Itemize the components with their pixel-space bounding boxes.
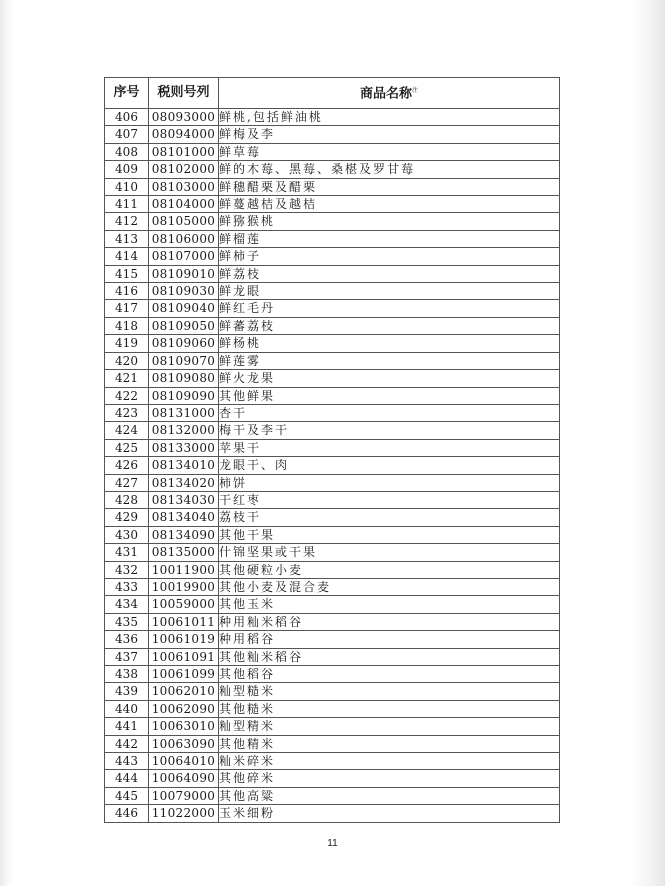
table-row <box>105 718 560 735</box>
product-name-cell: 苹果干 <box>219 439 560 456</box>
tariff-code-cell: 10061091 <box>149 648 219 665</box>
table-row <box>105 370 560 387</box>
product-name-cell: 其他糙米 <box>219 700 560 717</box>
header-serial-number: 序号 <box>105 78 149 109</box>
tariff-table <box>104 77 560 823</box>
serial-number-cell: 427 <box>105 474 149 491</box>
product-name-cell: 鲜龙眼 <box>219 283 560 300</box>
table-row <box>105 683 560 700</box>
page-number: 11 <box>327 838 338 849</box>
product-name-cell: 荔枝干 <box>219 509 560 526</box>
table-row <box>105 526 560 543</box>
tariff-code-cell: 10019900 <box>149 578 219 595</box>
product-name-cell: 鲜蔓越桔及越桔 <box>219 196 560 213</box>
product-name-cell: 其他干果 <box>219 526 560 543</box>
serial-number-cell: 444 <box>105 770 149 787</box>
table-row <box>105 161 560 178</box>
table-row <box>105 613 560 630</box>
product-name-cell: 鲜桃,包括鲜油桃 <box>219 109 560 126</box>
product-name-cell: 其他鲜果 <box>219 387 560 404</box>
product-name-cell: 干红枣 <box>219 491 560 508</box>
product-name-cell: 鲜荔枝 <box>219 265 560 282</box>
table-row <box>105 491 560 508</box>
serial-number-cell: 409 <box>105 161 149 178</box>
product-name-cell: 鲜穗醋栗及醋栗 <box>219 178 560 195</box>
table-body <box>105 109 560 823</box>
table-row <box>105 422 560 439</box>
serial-number-cell: 408 <box>105 143 149 160</box>
table-row <box>105 300 560 317</box>
serial-number-cell: 406 <box>105 109 149 126</box>
tariff-code-cell: 08105000 <box>149 213 219 230</box>
table-row <box>105 126 560 143</box>
product-name-cell: 鲜火龙果 <box>219 370 560 387</box>
product-name-cell: 鲜蕃荔枝 <box>219 317 560 334</box>
tariff-code-cell: 08102000 <box>149 161 219 178</box>
serial-number-cell: 425 <box>105 439 149 456</box>
tariff-code-cell: 10064010 <box>149 753 219 770</box>
table-row <box>105 474 560 491</box>
serial-number-cell: 445 <box>105 787 149 804</box>
product-name-cell: 其他碎米 <box>219 770 560 787</box>
table-row <box>105 787 560 804</box>
product-name-cell: 其他高粱 <box>219 787 560 804</box>
table-row <box>105 509 560 526</box>
product-name-cell: 籼型精米 <box>219 718 560 735</box>
header-product-name-label: 商品名称 <box>359 86 412 102</box>
serial-number-cell: 414 <box>105 248 149 265</box>
serial-number-cell: 423 <box>105 404 149 421</box>
tariff-code-cell: 08109010 <box>149 265 219 282</box>
table-row <box>105 578 560 595</box>
serial-number-cell: 412 <box>105 213 149 230</box>
tariff-code-cell: 10079000 <box>149 787 219 804</box>
table-row <box>105 735 560 752</box>
tariff-code-cell: 08101000 <box>149 143 219 160</box>
table-row <box>105 196 560 213</box>
serial-number-cell: 410 <box>105 178 149 195</box>
product-name-cell: 鲜草莓 <box>219 143 560 160</box>
serial-number-cell: 418 <box>105 317 149 334</box>
tariff-code-cell: 08104000 <box>149 196 219 213</box>
product-name-cell: 梅干及李干 <box>219 422 560 439</box>
table-row <box>105 248 560 265</box>
tariff-code-cell: 08134040 <box>149 509 219 526</box>
serial-number-cell: 433 <box>105 578 149 595</box>
table-row <box>105 283 560 300</box>
table-header-row <box>105 78 560 109</box>
tariff-code-cell: 10064090 <box>149 770 219 787</box>
tariff-code-cell: 10062010 <box>149 683 219 700</box>
table-row <box>105 352 560 369</box>
product-name-cell: 籼米碎米 <box>219 753 560 770</box>
serial-number-cell: 437 <box>105 648 149 665</box>
serial-number-cell: 407 <box>105 126 149 143</box>
serial-number-cell: 438 <box>105 666 149 683</box>
tariff-code-cell: 08131000 <box>149 404 219 421</box>
product-name-cell: 其他精米 <box>219 735 560 752</box>
tariff-code-cell: 10061011 <box>149 613 219 630</box>
table-row <box>105 109 560 126</box>
tariff-code-cell: 08109030 <box>149 283 219 300</box>
table-row <box>105 404 560 421</box>
tariff-code-cell: 08135000 <box>149 544 219 561</box>
serial-number-cell: 429 <box>105 509 149 526</box>
table-row <box>105 317 560 334</box>
serial-number-cell: 419 <box>105 335 149 352</box>
product-name-cell: 鲜莲雾 <box>219 352 560 369</box>
serial-number-cell: 436 <box>105 631 149 648</box>
serial-number-cell: 435 <box>105 613 149 630</box>
product-name-cell: 鲜柿子 <box>219 248 560 265</box>
table-row <box>105 596 560 613</box>
product-name-cell: 柿饼 <box>219 474 560 491</box>
tariff-code-cell: 10063010 <box>149 718 219 735</box>
product-name-cell: 鲜猕猴桃 <box>219 213 560 230</box>
product-name-cell: 鲜杨桃 <box>219 335 560 352</box>
tariff-code-cell: 08109070 <box>149 352 219 369</box>
serial-number-cell: 426 <box>105 457 149 474</box>
tariff-code-cell: 08109050 <box>149 317 219 334</box>
table-row <box>105 631 560 648</box>
tariff-code-cell: 08109090 <box>149 387 219 404</box>
tariff-code-cell: 10063090 <box>149 735 219 752</box>
serial-number-cell: 432 <box>105 561 149 578</box>
tariff-code-cell: 08106000 <box>149 230 219 247</box>
tariff-code-cell: 08134010 <box>149 457 219 474</box>
tariff-code-cell: 08109040 <box>149 300 219 317</box>
tariff-code-cell: 08107000 <box>149 248 219 265</box>
product-name-cell: 其他玉米 <box>219 596 560 613</box>
product-name-cell: 龙眼干、肉 <box>219 457 560 474</box>
product-name-cell: 玉米细粉 <box>219 805 560 822</box>
serial-number-cell: 430 <box>105 526 149 543</box>
table-row <box>105 457 560 474</box>
serial-number-cell: 441 <box>105 718 149 735</box>
table-row <box>105 770 560 787</box>
table-row <box>105 544 560 561</box>
product-name-cell: 其他硬粒小麦 <box>219 561 560 578</box>
table-row <box>105 387 560 404</box>
tariff-code-cell: 10061099 <box>149 666 219 683</box>
serial-number-cell: 431 <box>105 544 149 561</box>
tariff-code-cell: 08134030 <box>149 491 219 508</box>
header-note-mark: 注 <box>412 87 419 95</box>
tariff-code-cell: 10062090 <box>149 700 219 717</box>
serial-number-cell: 417 <box>105 300 149 317</box>
product-name-cell: 种用稻谷 <box>219 631 560 648</box>
serial-number-cell: 424 <box>105 422 149 439</box>
product-name-cell: 其他籼米稻谷 <box>219 648 560 665</box>
serial-number-cell: 434 <box>105 596 149 613</box>
serial-number-cell: 421 <box>105 370 149 387</box>
tariff-code-cell: 10061019 <box>149 631 219 648</box>
table-row <box>105 265 560 282</box>
product-name-cell: 鲜梅及李 <box>219 126 560 143</box>
serial-number-cell: 442 <box>105 735 149 752</box>
serial-number-cell: 439 <box>105 683 149 700</box>
tariff-code-cell: 10059000 <box>149 596 219 613</box>
tariff-code-cell: 08134090 <box>149 526 219 543</box>
serial-number-cell: 413 <box>105 230 149 247</box>
product-name-cell: 籼型糙米 <box>219 683 560 700</box>
table-row <box>105 230 560 247</box>
product-name-cell: 鲜红毛丹 <box>219 300 560 317</box>
product-name-cell: 其他稻谷 <box>219 666 560 683</box>
table-row <box>105 648 560 665</box>
product-name-cell: 鲜榴莲 <box>219 230 560 247</box>
tariff-code-cell: 08132000 <box>149 422 219 439</box>
product-name-cell: 杏干 <box>219 404 560 421</box>
header-tariff-code: 税则号列 <box>149 78 219 109</box>
tariff-code-cell: 08109060 <box>149 335 219 352</box>
table-row <box>105 143 560 160</box>
table-row <box>105 335 560 352</box>
table-row <box>105 666 560 683</box>
tariff-code-cell: 08094000 <box>149 126 219 143</box>
tariff-code-cell: 08134020 <box>149 474 219 491</box>
table-row <box>105 700 560 717</box>
product-name-cell: 什锦坚果或干果 <box>219 544 560 561</box>
header-product-name <box>219 78 560 109</box>
serial-number-cell: 411 <box>105 196 149 213</box>
table-row <box>105 753 560 770</box>
serial-number-cell: 440 <box>105 700 149 717</box>
tariff-code-cell: 08093000 <box>149 109 219 126</box>
serial-number-cell: 416 <box>105 283 149 300</box>
product-name-cell: 鲜的木莓、黑莓、桑椹及罗甘莓 <box>219 161 560 178</box>
serial-number-cell: 443 <box>105 753 149 770</box>
product-name-cell: 种用籼米稻谷 <box>219 613 560 630</box>
serial-number-cell: 420 <box>105 352 149 369</box>
table-row <box>105 439 560 456</box>
serial-number-cell: 422 <box>105 387 149 404</box>
tariff-code-cell: 11022000 <box>149 805 219 822</box>
product-name-cell: 其他小麦及混合麦 <box>219 578 560 595</box>
serial-number-cell: 428 <box>105 491 149 508</box>
table-row <box>105 213 560 230</box>
tariff-code-cell: 08103000 <box>149 178 219 195</box>
serial-number-cell: 415 <box>105 265 149 282</box>
table-row <box>105 805 560 822</box>
tariff-code-cell: 08133000 <box>149 439 219 456</box>
table-row <box>105 178 560 195</box>
serial-number-cell: 446 <box>105 805 149 822</box>
tariff-code-cell: 10011900 <box>149 561 219 578</box>
tariff-code-cell: 08109080 <box>149 370 219 387</box>
table-row <box>105 561 560 578</box>
